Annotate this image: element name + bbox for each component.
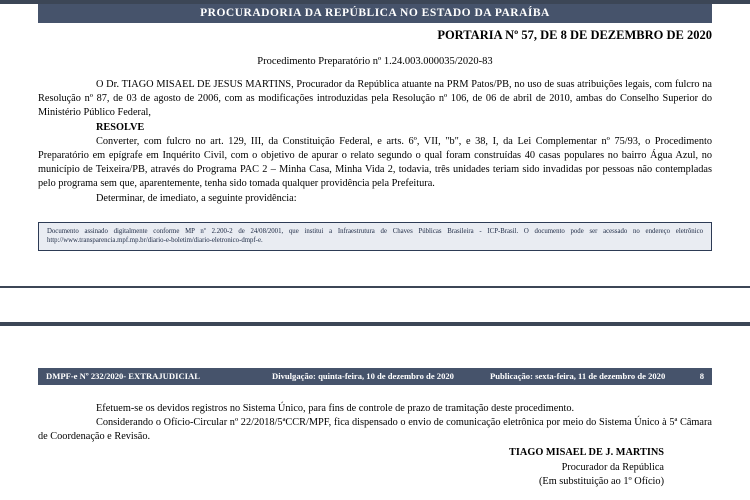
document-body-page2 <box>38 402 712 445</box>
signature-block <box>38 446 712 490</box>
signatory-role: Procurador da República <box>561 461 664 473</box>
page-title: PORTARIA Nº 57, DE 8 DE DEZEMBRO DE 2020 <box>437 28 712 42</box>
paragraph: O Dr. TIAGO MISAEL DE JESUS MARTINS, Procurador da República atuante na PRM Patos/PB, no uso de suas atribuições legais, com fulcro na Resolução nº 87, de 03 de agosto de 2006, com as modificações introduzidas pela Resolução nº 106, de 06 de abril de 2010, ambas do Conselho Superior do Ministério Público Federal, <box>38 79 712 119</box>
footer-page-number: 8 <box>699 371 704 381</box>
signatory-note: (Em substituição ao 1º Ofício) <box>538 476 664 488</box>
paragraph: Converter, com fulcro no art. 129, III, da Constituição Federal, e arts. 6º, VII, "b", e 38, I, da Lei Complementar nº 75/93, o Procedimento Preparatório em epígrafe em Inquérito Civil, com o objetivo de apurar o relato segundo o qual foram construídas 40 casas populares no bairro Água Azul, no município de Teixeira/PB, através do Programa PAC 2 – Minha Casa, Minha Vida 2, todavia, três unidades teriam sido invadidas por pessoas não contempladas pelo programa sem que, aparentemente, tenha sido tomada qualquer providência pela Prefeitura. <box>38 135 712 190</box>
document-body-page1 <box>38 78 712 206</box>
document-header-bar: PROCURADORIA DA REPÚBLICA NO ESTADO DA PARAÍBA <box>38 4 712 23</box>
footer-publicacao: Publicação: sexta-feira, 11 de dezembro de 2020 <box>490 371 666 381</box>
signatory-name: TIAGO MISAEL DE J. MARTINS <box>509 447 664 458</box>
paragraph: Determinar, de imediato, a seguinte providência: <box>96 192 297 204</box>
paragraph-resolve: RESOLVE <box>96 121 145 133</box>
document-footer-bar <box>38 368 712 385</box>
paragraph: Considerando o Ofício-Circular nº 22/2018/5ªCCR/MPF, fica dispensado o envio de comunicação eletrônica por meio do Sistema Único à 5ª Câmara de Coordenação e Revisão. <box>38 417 712 443</box>
paragraph: Efetuem-se os devidos registros no Sistema Único, para fins de controle de prazo de tramitação deste procedimento. <box>96 403 575 414</box>
page2-top-margin <box>0 326 750 366</box>
footer-divulgacao: Divulgação: quinta-feira, 10 de dezembro de 2020 <box>272 371 454 381</box>
page-gap <box>0 288 750 324</box>
procedure-number: Procedimento Preparatório nº 1.24.003.000035/2020-83 <box>257 56 493 67</box>
footer-edition: DMPF-e Nº 232/2020- EXTRAJUDICIAL <box>46 371 200 381</box>
digital-signature-notice: Documento assinado digitalmente conforme MP nº 2.200-2 de 24/08/2001, que institui a Infraestrutura de Chaves Públicas Brasileira - ICP-Brasil. O documento pode ser acessado no endereço eletrônico http://www.transparencia.mpf.mp.br/diario-e-boletim/diario-eletronico-dmpf-e. <box>38 222 712 251</box>
